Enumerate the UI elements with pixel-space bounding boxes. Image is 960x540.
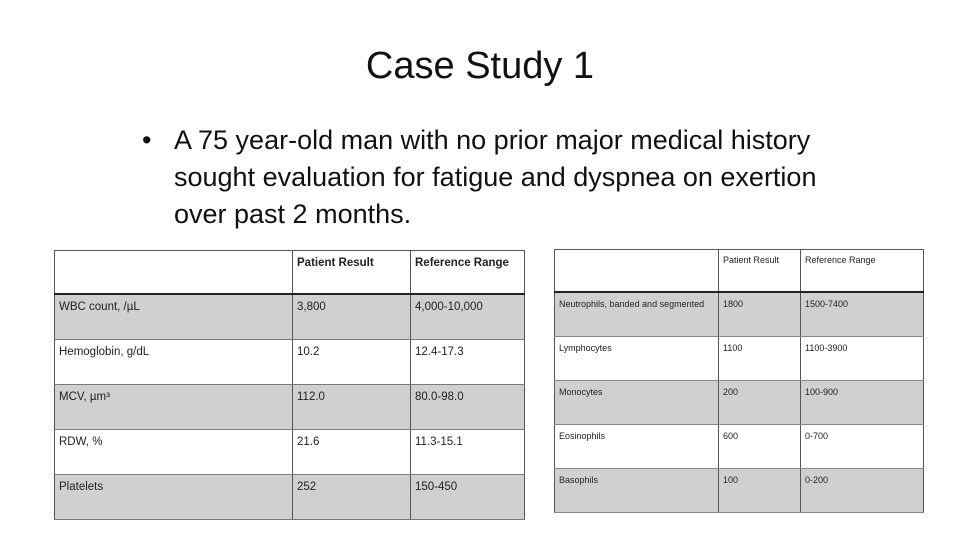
header-cell-test — [555, 250, 719, 293]
table-row — [555, 469, 924, 513]
cell-test: MCV, µm³ — [55, 385, 293, 430]
table-row — [555, 381, 924, 425]
slide-title: Case Study 1 — [365, 45, 595, 87]
cell-test: Hemoglobin, g/dL — [55, 340, 293, 385]
cell-patient-result: 252 — [293, 475, 411, 520]
header-cell-test — [55, 251, 293, 295]
cell-patient-result: 10.2 — [293, 340, 411, 385]
cell-reference-range: 1100-3900 — [801, 337, 924, 381]
differential-results-table — [554, 249, 924, 513]
table-header-row — [55, 251, 525, 295]
table-row — [55, 385, 525, 430]
table-row — [55, 475, 525, 520]
cell-patient-result: 200 — [719, 381, 801, 425]
header-cell-reference-range: Reference Range — [801, 250, 924, 293]
header-cell-patient-result: Patient Result — [293, 251, 411, 295]
cell-test: Platelets — [55, 475, 293, 520]
table-row — [555, 292, 924, 337]
cell-test: Monocytes — [555, 381, 719, 425]
cell-patient-result: 100 — [719, 469, 801, 513]
table-row — [555, 337, 924, 381]
cell-patient-result: 600 — [719, 425, 801, 469]
cell-reference-range: 4,000-10,000 — [411, 294, 525, 340]
cbc-results-table — [54, 250, 525, 520]
bullet-text: A 75 year-old man with no prior major medical history sought evaluation for fatigue and dyspnea on exertion over past 2 months. — [174, 125, 817, 229]
cell-reference-range: 0-200 — [801, 469, 924, 513]
cell-reference-range: 100-900 — [801, 381, 924, 425]
cell-patient-result: 1800 — [719, 292, 801, 337]
cell-test: Eosinophils — [555, 425, 719, 469]
cell-patient-result: 112.0 — [293, 385, 411, 430]
cell-test: Lymphocytes — [555, 337, 719, 381]
cell-test: Neutrophils, banded and segmented — [555, 292, 719, 337]
cell-test: RDW, % — [55, 430, 293, 475]
cell-reference-range: 80.0-98.0 — [411, 385, 525, 430]
table-header-row — [555, 250, 924, 293]
table-row — [55, 340, 525, 385]
table-row — [555, 425, 924, 469]
cell-reference-range: 1500-7400 — [801, 292, 924, 337]
bullet-dot: • — [142, 125, 152, 155]
cell-patient-result: 1100 — [719, 337, 801, 381]
cell-reference-range: 12.4-17.3 — [411, 340, 525, 385]
cell-reference-range: 150-450 — [411, 475, 525, 520]
cell-reference-range: 0-700 — [801, 425, 924, 469]
cell-test: WBC count, /µL — [55, 294, 293, 340]
bullet-item — [142, 122, 842, 233]
cell-patient-result: 3,800 — [293, 294, 411, 340]
header-cell-reference-range: Reference Range — [411, 251, 525, 295]
table-row — [55, 430, 525, 475]
cell-test: Basophils — [555, 469, 719, 513]
cell-patient-result: 21.6 — [293, 430, 411, 475]
cell-reference-range: 11.3-15.1 — [411, 430, 525, 475]
header-cell-patient-result: Patient Result — [719, 250, 801, 293]
table-row — [55, 294, 525, 340]
